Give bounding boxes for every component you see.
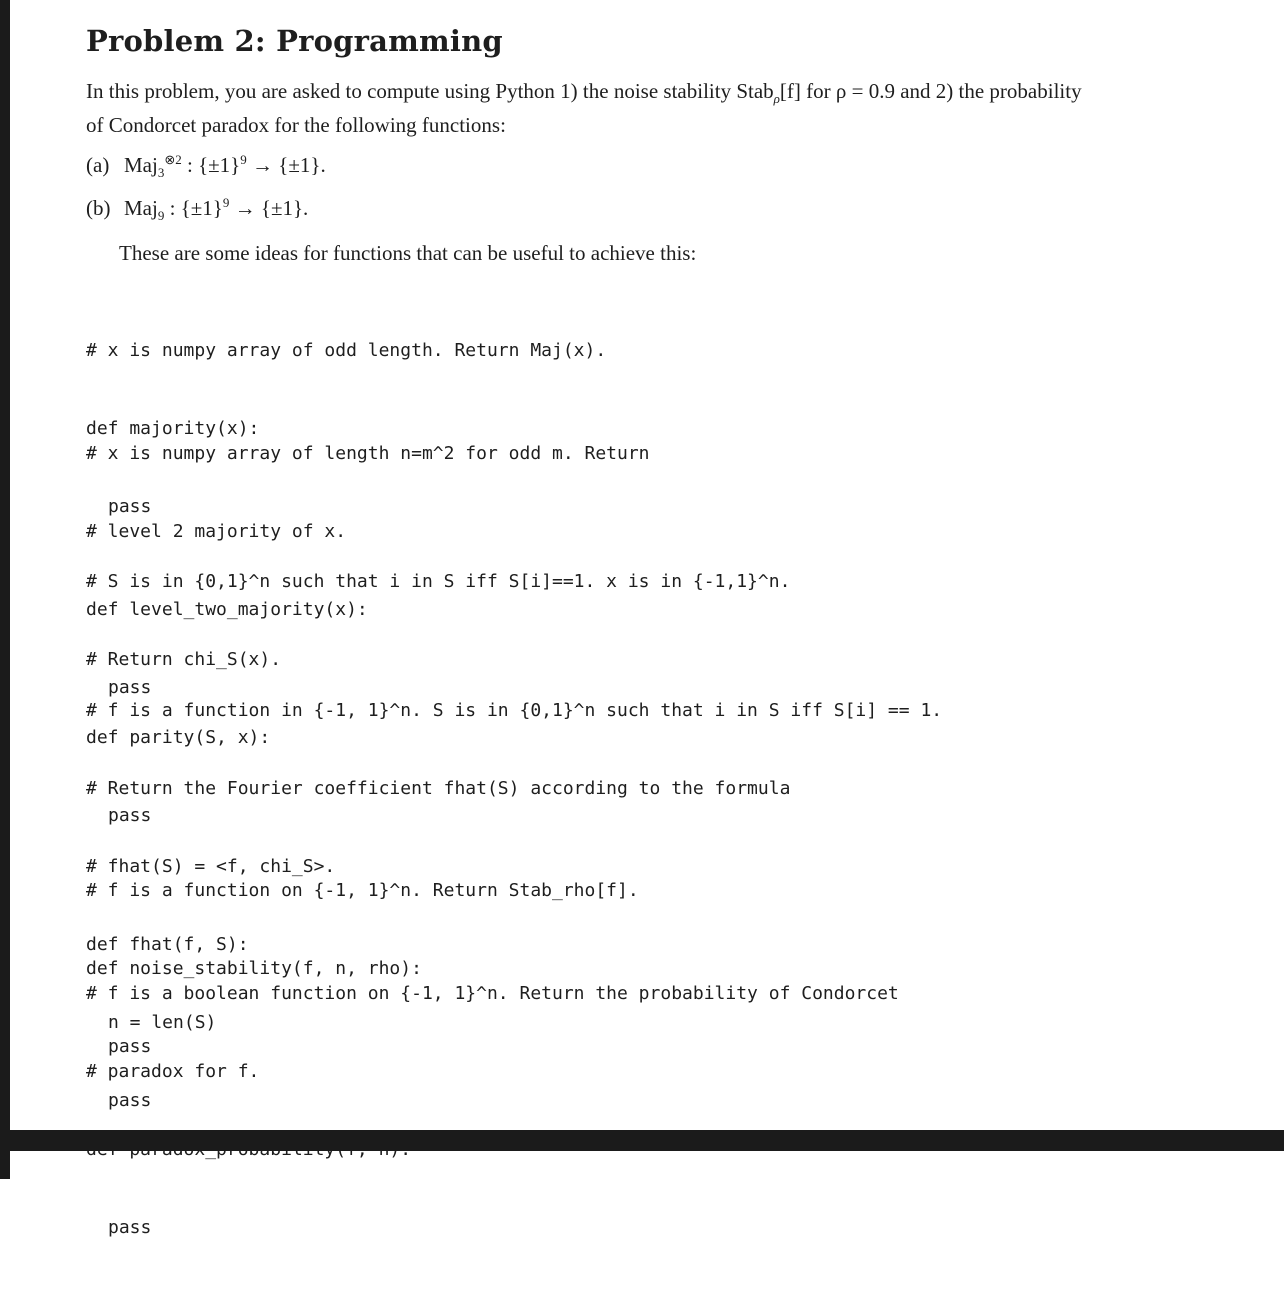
page-title: Problem 2: Programming [86, 24, 503, 58]
intro-text-line2: of Condorcet paradox for the following functions: [86, 113, 506, 138]
bottom-frame-edge [0, 1130, 1284, 1151]
intro-paragraph [86, 78, 1266, 138]
code-line: def noise_stability(f, n, rho): [86, 958, 422, 979]
code-line: # fhat(S) = <f, chi_S>. [86, 856, 336, 877]
left-frame-edge [0, 0, 10, 1179]
code-line: pass [108, 1036, 152, 1057]
item-codomain: → {±1}. [246, 153, 326, 177]
intro-rho-subscript: ρ [773, 91, 780, 107]
code-line: def level_two_majority(x): [86, 599, 368, 620]
code-line: # level 2 majority of x. [86, 521, 347, 542]
code-line: # Return chi_S(x). [86, 649, 282, 670]
code-line: pass [108, 805, 152, 826]
code-line: # x is numpy array of length n=m^2 for odd m. Return [86, 443, 650, 464]
list-item-a [86, 152, 326, 181]
item-domain: : {±1} [181, 153, 241, 177]
code-line: def majority(x): [86, 418, 260, 439]
code-line: # f is a boolean function on {-1, 1}^n. Return the probability of Condorcet [86, 983, 899, 1004]
code-line: pass [108, 496, 152, 517]
item-fn: Maj [124, 153, 158, 177]
item-sub: 3 [157, 165, 165, 181]
item-exp: 9 [222, 195, 230, 210]
code-line: # Return the Fourier coefficient fhat(S) according to the formula [86, 778, 791, 799]
item-domain: : {±1} [164, 196, 223, 220]
code-line: pass [108, 677, 152, 698]
intro-text-part2: [f] for ρ = 0.9 and 2) the probability [779, 79, 1082, 103]
code-line: # S is in {0,1}^n such that i in S iff S[i]==1. x is in {-1,1}^n. [86, 571, 791, 592]
code-line: pass [108, 1090, 152, 1111]
intro-text-part1: In this problem, you are asked to compute using Python 1) the noise stability Stab [86, 79, 774, 103]
code-line: pass [108, 1217, 152, 1238]
code-line: # f is a function in {-1, 1}^n. S is in {0,1}^n such that i in S iff S[i] == 1. [86, 700, 943, 721]
code-line: n = len(S) [108, 1012, 217, 1033]
item-exp: 9 [240, 152, 247, 167]
list-item-b [86, 195, 309, 224]
item-sub: 9 [157, 208, 165, 224]
item-codomain: → {±1}. [229, 196, 309, 220]
item-label: (b) [86, 196, 111, 220]
code-block-paradox-probability [86, 929, 899, 1293]
code-line: def parity(S, x): [86, 727, 271, 748]
ideas-paragraph: These are some ideas for functions that can be useful to achieve this: [119, 241, 697, 265]
code-line: # x is numpy array of odd length. Return Maj(x). [86, 340, 607, 361]
code-line: # f is a function on {-1, 1}^n. Return Stab_rho[f]. [86, 880, 639, 901]
code-line: def fhat(f, S): [86, 934, 249, 955]
item-label: (a) [86, 153, 110, 177]
item-sup: ⊗2 [164, 152, 182, 167]
code-line: # paradox for f. [86, 1061, 260, 1082]
item-fn: Maj [124, 196, 158, 220]
document-page [86, 20, 1266, 1238]
